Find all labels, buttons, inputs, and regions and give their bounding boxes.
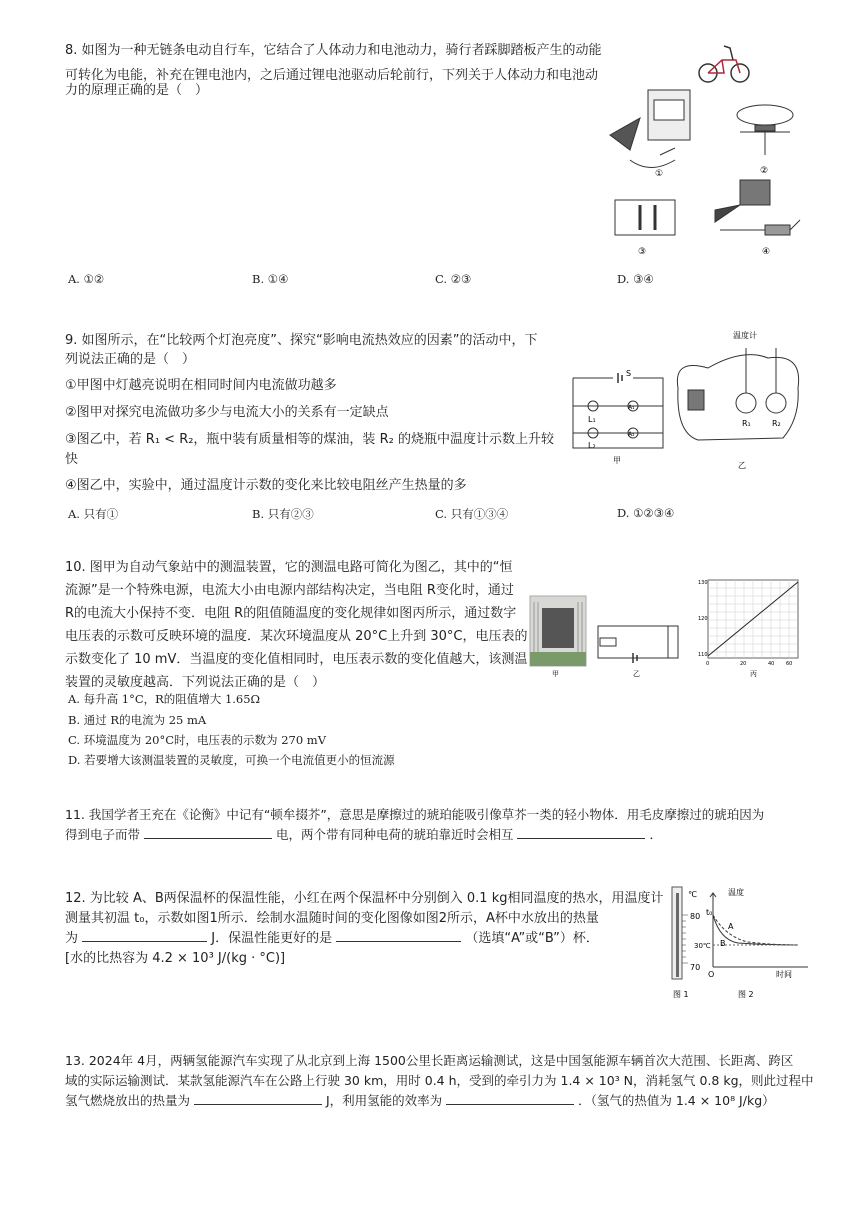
label-yi: 乙	[738, 461, 746, 470]
q10-option-d[interactable]: D. 若要增大该测温装置的灵敏度，可换一个电流值更小的恒流源	[68, 753, 395, 767]
q10-line3: R的电流大小保持不变．电阻 R的阻值随温度的变化规律如图丙所示，通过数字	[65, 606, 517, 621]
q9-option-c[interactable]: C. 只有①③④	[435, 507, 509, 521]
q11-blank-2[interactable]	[517, 824, 645, 839]
label-thermometer: 温度计	[733, 331, 757, 340]
fig1-generator	[610, 90, 690, 168]
fig-label-2: ②	[760, 166, 769, 176]
q11-text-3: ．	[649, 827, 662, 842]
q8-option-d[interactable]: D. ③④	[617, 272, 654, 286]
q9-statement-2: ②图甲对探究电流做功多少与电流大小的关系有一定缺点	[65, 405, 389, 420]
q9-line2: 列说法正确的是（ ）	[65, 352, 196, 367]
label-time: 时间	[776, 970, 792, 979]
q9-statement-3a: ③图乙中，若 R₁ < R₂，瓶中装有质量相等的煤油，装 R₂ 的烧瓶中温度计示数上升较	[65, 432, 554, 447]
q8-option-c[interactable]: C. ②③	[435, 272, 472, 286]
label-jia: 甲	[552, 670, 559, 678]
thermometer-image	[672, 887, 688, 979]
x-tick-40: 40	[768, 661, 775, 667]
label-b: B	[720, 939, 726, 948]
r-vs-t-graph	[708, 580, 798, 658]
label-fig2: 图 2	[738, 990, 754, 999]
y-tick-110: 110	[698, 652, 708, 658]
weather-station-photo	[530, 596, 586, 666]
q13-text-2: J，利用氢能的效率为	[325, 1093, 443, 1108]
temp-time-graph	[710, 893, 808, 967]
label-a2: A₂	[628, 431, 635, 438]
q8-option-b[interactable]: B. ①④	[252, 272, 289, 286]
q11-blank-1[interactable]	[144, 824, 272, 839]
q12-line2: 测量其初温 t₀，示数如图1所示．绘制水温随时间的变化图像如图2所示，A杯中水放出的热量	[65, 911, 599, 926]
q9-figure	[568, 328, 808, 473]
fig-label-4: ④	[762, 247, 771, 257]
label-a: A	[728, 922, 734, 931]
q12-blank-2[interactable]	[336, 927, 461, 942]
q12-blank-1[interactable]	[82, 927, 207, 942]
q9-statement-3b: 快	[65, 452, 79, 467]
q9-statement-1: ①甲图中灯越亮说明在相同时间内电流做功越多	[65, 378, 337, 393]
q12-line1: 12. 为比较 A、B两保温杯的保温性能，小红在两个保温杯中分别倒入 0.1 kg相同温度的热水，用温度计	[65, 891, 664, 906]
q10-line6: 装置的灵敏度越高．下列说法正确的是（ ）	[65, 675, 326, 690]
y-tick-130: 130	[698, 580, 708, 586]
label-r1: R₁	[742, 419, 751, 428]
label-r2: R₂	[772, 419, 781, 428]
label-unit: ℃	[688, 890, 697, 899]
label-o: O	[708, 970, 715, 979]
x-tick-0: 0	[706, 661, 710, 667]
q8-line3: 力的原理正确的是（ ）	[65, 83, 209, 98]
q13-text-3: ．（氢气的热值为 1.4 × 10⁸ J/kg）	[578, 1093, 775, 1108]
q12-text-2: J．保温性能更好的是	[211, 931, 333, 946]
label-fig1: 图 1	[673, 990, 689, 999]
q8-line2: 可转化为电能，补充在锂电池内，之后通过锂电池驱动后轮前行，下列关于人体动力和电池动	[65, 68, 599, 83]
q13-line3	[65, 1088, 775, 1113]
q9-statement-4: ④图乙中，实验中，通过温度计示数的变化来比较电阻丝产生热量的多	[65, 478, 467, 493]
q12-text-1: 为	[65, 931, 79, 946]
q10-option-b[interactable]: B. 通过 R的电流为 25 mA	[68, 713, 207, 727]
q9-line1: 9. 如图所示，在“比较两个灯泡亮度”、探究“影响电流热效应的因素”的活动中，下	[65, 333, 538, 348]
label-t0: t₀	[706, 908, 713, 917]
q13-blank-2[interactable]	[446, 1090, 574, 1105]
label-70: 70	[690, 963, 701, 972]
label-jia: 甲	[613, 456, 621, 465]
label-l2: L₂	[588, 441, 596, 450]
q10-line5: 示数变化了 10 mV．当温度的变化值相同时，电压表示数的变化值越大，该测温	[65, 652, 528, 667]
fig2-magnet	[737, 105, 793, 155]
fig3-circuit	[615, 200, 675, 235]
fig-label-1: ①	[655, 169, 664, 179]
x-tick-60: 60	[786, 661, 793, 667]
label-l1: L₁	[588, 415, 596, 424]
q10-line1: 10. 图甲为自动气象站中的测温装置，它的测温电路可简化为图乙，其中的“恒	[65, 560, 513, 575]
label-30c: 30℃	[694, 942, 711, 950]
q8-figure	[600, 40, 810, 262]
q13-text-1: 氢气燃烧放出的热量为	[65, 1093, 191, 1108]
q13-line2: 域的实际运输测试．某款氢能源汽车在公路上行驶 30 km，用时 0.4 h，受到的牵引力为 1.4 × 10³ N，消耗氢气 0.8 kg，则此过程中	[65, 1073, 814, 1088]
q10-figure	[528, 568, 808, 683]
label-bing: 丙	[750, 670, 757, 678]
q10-option-a[interactable]: A. 每升高 1°C，R的阻值增大 1.65Ω	[68, 692, 261, 706]
fig4-motor	[715, 180, 800, 235]
label-s: S	[626, 369, 632, 378]
q13-line1: 13. 2024年 4月，两辆氢能源汽车实现了从北京到上海 1500公里长距离运输测试，这是中国氢能源车辆首次大范围、长距离、跨区	[65, 1053, 794, 1068]
q12-text-3: （选填“A”或“B”）杯．	[465, 931, 599, 946]
y-tick-120: 120	[698, 616, 708, 622]
q8-line1: 8. 如图为一种无链条电动自行车，它结合了人体动力和电池动力，骑行者踩脚踏板产生的动能	[65, 43, 602, 58]
q9-option-a[interactable]: A. 只有①	[68, 507, 119, 521]
x-tick-20: 20	[740, 661, 747, 667]
label-temp: 温度	[728, 888, 744, 897]
fig-label-3: ③	[638, 247, 647, 257]
q10-line4: 电压表的示数可反映环境的温度．某次环境温度从 20°C上升到 30°C，电压表的	[65, 629, 528, 644]
circuit-jia	[573, 373, 663, 448]
q11-text-1: 得到电子而带	[65, 827, 141, 842]
circuit-yi	[598, 626, 678, 663]
label-yi: 乙	[633, 670, 640, 678]
q12-figure	[668, 885, 818, 1005]
q12-line4: [水的比热容为 4.2 × 10³ J/(kg · °C)]	[65, 951, 286, 966]
q10-option-c[interactable]: C. 环境温度为 20°C时，电压表的示数为 270 mV	[68, 733, 327, 747]
q11-text-2: 电，两个带有同种电荷的琥珀靠近时会相互	[275, 827, 514, 842]
q11-line1: 11. 我国学者王充在《论衡》中记有“顿牟掇芥”，意思是摩擦过的琥珀能吸引像草芥一类的轻小物体．用毛皮摩擦过的琥珀因为	[65, 807, 765, 822]
q10-line2: 流源”是一个特殊电源，电流大小由电源内部结构决定，当电阻 R变化时，通过	[65, 583, 514, 598]
q11-line2	[65, 822, 662, 847]
q9-option-b[interactable]: B. 只有②③	[252, 507, 314, 521]
q8-option-a[interactable]: A. ①②	[68, 272, 105, 286]
label-a1: A₁	[628, 404, 635, 411]
label-80: 80	[690, 912, 701, 921]
q9-option-d[interactable]: D. ①②③④	[617, 506, 675, 520]
bicycle-image	[699, 46, 749, 82]
q13-blank-1[interactable]	[194, 1090, 322, 1105]
